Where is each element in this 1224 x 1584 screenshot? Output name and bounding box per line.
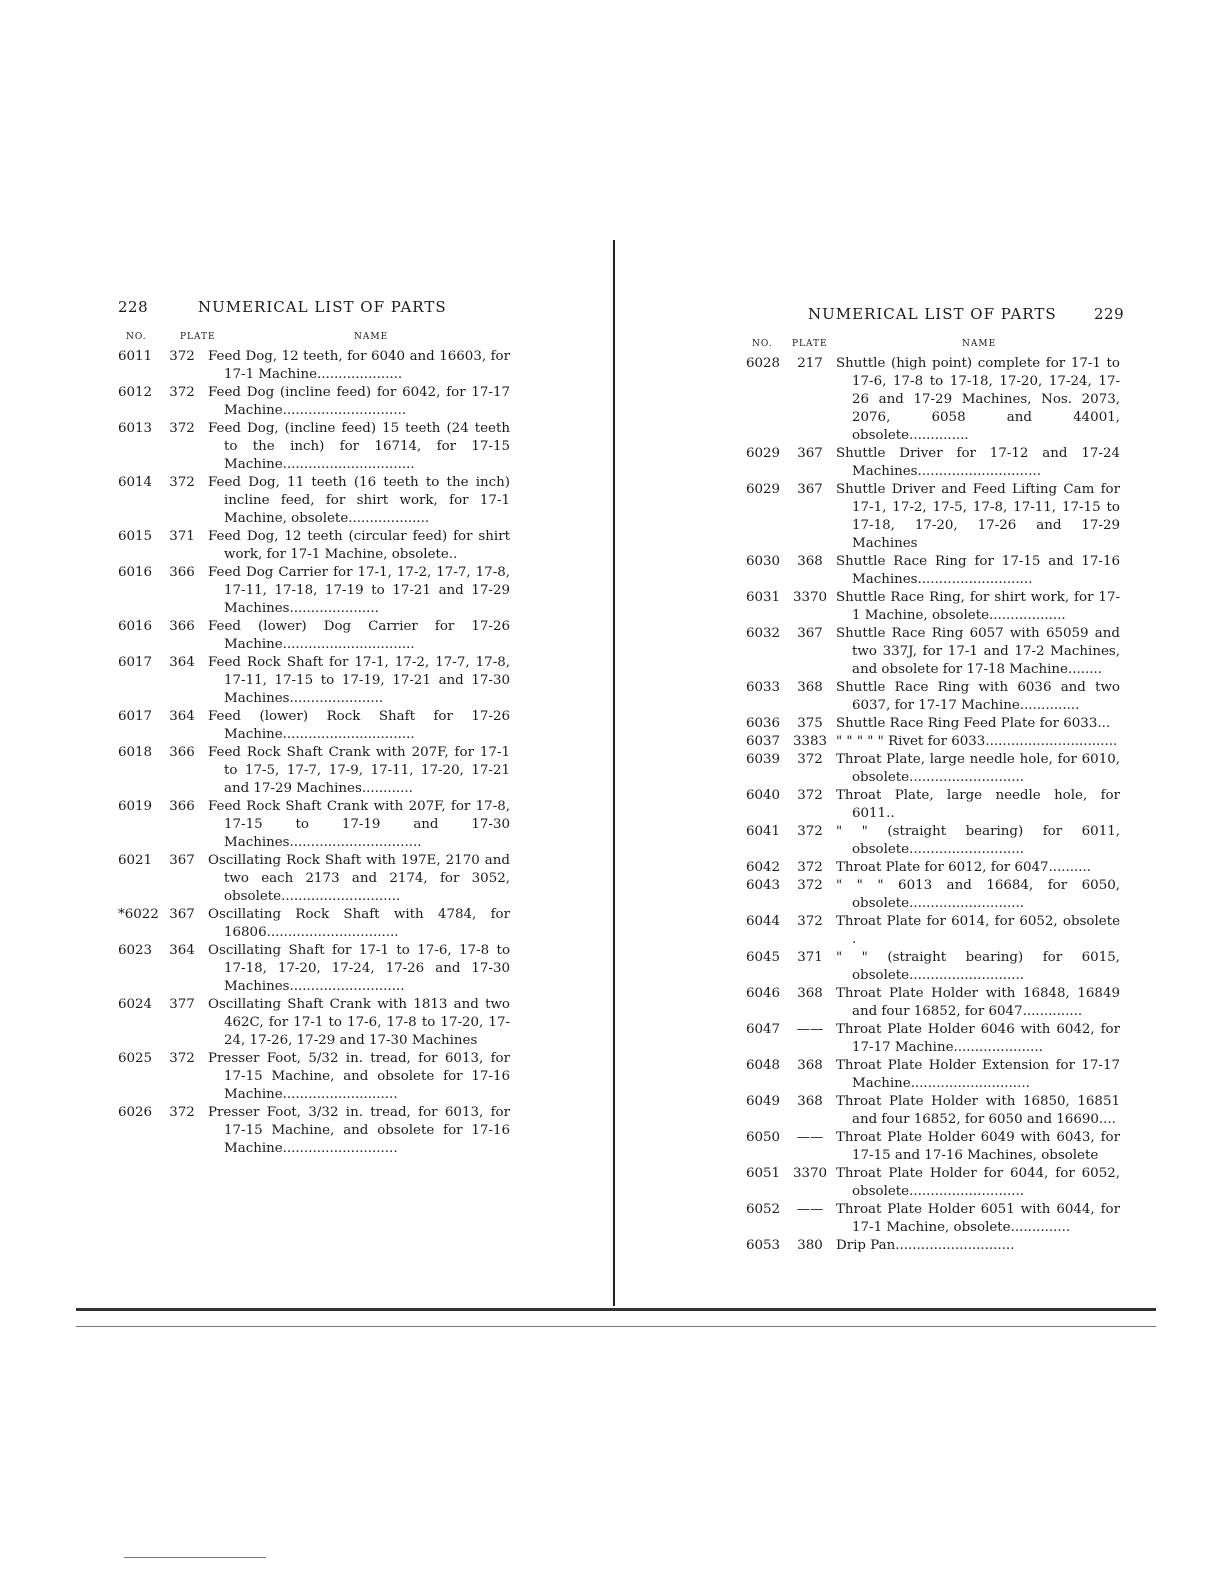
- entry-no: 6037: [746, 734, 781, 749]
- entry-no: 6025: [118, 1051, 153, 1066]
- parts-entry: [118, 942, 510, 996]
- parts-entry: [118, 1104, 510, 1158]
- parts-entry: [118, 474, 510, 528]
- entry-name: Throat Plate Holder 6046 with 6042, for 17-17 Machine.....................: [836, 1022, 1120, 1055]
- page-number: 228: [118, 298, 149, 316]
- entry-name: Throat Plate, large needle hole, for 6011..: [836, 788, 1120, 821]
- parts-entry: [746, 823, 1120, 859]
- column-name: NAME: [354, 332, 389, 342]
- left-page-header: [118, 298, 510, 320]
- entry-plate: 366: [169, 745, 195, 760]
- entry-name: Throat Plate for 6014, for 6052, obsolete .: [836, 914, 1120, 947]
- entry-plate: 368: [797, 554, 823, 569]
- entry-no: 6023: [118, 943, 153, 958]
- column-name: NAME: [962, 339, 997, 349]
- entry-name: Throat Plate Holder with 16848, 16849 and four 16852, for 6047..............: [836, 986, 1120, 1019]
- entry-plate: 3370: [792, 1166, 828, 1181]
- entry-name: " " (straight bearing) for 6011, obsolete...........................: [836, 824, 1120, 857]
- parts-entry: [746, 733, 1120, 751]
- entry-plate: 367: [169, 853, 195, 868]
- entry-no: 6029: [746, 446, 781, 461]
- entry-no: 6016: [118, 619, 153, 634]
- entry-no: *6022: [118, 907, 159, 922]
- entry-no: 6036: [746, 716, 781, 731]
- entry-name: Shuttle Driver and Feed Lifting Cam for 17-1, 17-2, 17-5, 17-8, 17-11, 17-15 to 17-18, 17-20, 17-26 and 17-29 Machines: [836, 482, 1120, 551]
- entry-name: Feed Dog, 12 teeth (circular feed) for shirt work, for 17-1 Machine, obsolete..: [208, 529, 510, 562]
- entry-name: Shuttle Race Ring for 17-15 and 17-16 Machines...........................: [836, 554, 1120, 587]
- entry-name: Feed Dog, 11 teeth (16 teeth to the inch) incline feed, for shirt work, for 17-1 Machine, obsolete...................: [208, 475, 510, 526]
- entry-plate: 217: [797, 356, 823, 371]
- entry-no: 6048: [746, 1058, 781, 1073]
- entry-no: 6016: [118, 565, 153, 580]
- column-plate: PLATE: [180, 332, 216, 342]
- entry-name: Shuttle Race Ring 6057 with 65059 and two 337J, for 17-1 and 17-2 Machines, and obsolete for 17-18 Machine........: [836, 626, 1120, 677]
- entry-name: Feed Dog (incline feed) for 6042, for 17-17 Machine.............................: [208, 385, 510, 418]
- page-title: NUMERICAL LIST OF PARTS: [198, 298, 447, 316]
- entry-name: " " " " " Rivet for 6033...............................: [836, 734, 1118, 749]
- entry-no: 6026: [118, 1105, 153, 1120]
- entry-no: 6051: [746, 1166, 781, 1181]
- entry-name: Throat Plate, large needle hole, for 6010, obsolete...........................: [836, 752, 1120, 785]
- bottom-rule-thin: [76, 1326, 1156, 1327]
- entry-no: 6011: [118, 349, 153, 364]
- entry-plate: 372: [797, 860, 823, 875]
- parts-entry: [746, 1021, 1120, 1057]
- entry-no: 6031: [746, 590, 781, 605]
- entry-plate: 3383: [792, 734, 828, 749]
- entry-no: 6028: [746, 356, 781, 371]
- entry-name: Shuttle (high point) complete for 17-1 to 17-6, 17-8 to 17-18, 17-20, 17-24, 17-26 and 17-29 Machines, Nos. 2073, 2076, 6058 and 44001, obsolete..............: [836, 356, 1120, 443]
- entry-name: Feed Rock Shaft for 17-1, 17-2, 17-7, 17-8, 17-11, 17-15 to 17-19, 17-21 and 17-30 Machines......................: [208, 655, 510, 706]
- parts-entry: [746, 589, 1120, 625]
- entry-no: 6039: [746, 752, 781, 767]
- entry-name: Feed Rock Shaft Crank with 207F, for 17-1 to 17-5, 17-7, 17-9, 17-11, 17-20, 17-21 and 17-29 Machines............: [208, 745, 510, 796]
- parts-entry: [118, 348, 510, 384]
- entry-name: Feed Rock Shaft Crank with 207F, for 17-8, 17-15 to 17-19 and 17-30 Machines...............................: [208, 799, 510, 850]
- parts-entry: [118, 420, 510, 474]
- entry-no: 6044: [746, 914, 781, 929]
- column-headers: [746, 339, 1120, 355]
- entry-plate: 368: [797, 680, 823, 695]
- parts-entry: [118, 744, 510, 798]
- entry-plate: 3370: [792, 590, 828, 605]
- entry-name: Oscillating Rock Shaft with 197E, 2170 and two each 2173 and 2174, for 3052, obsolete............................: [208, 853, 510, 904]
- parts-entry: [746, 1201, 1120, 1237]
- entry-plate: 367: [169, 907, 195, 922]
- entry-name: " " (straight bearing) for 6015, obsolete...........................: [836, 950, 1120, 983]
- entry-no: 6045: [746, 950, 781, 965]
- entry-name: " " " 6013 and 16684, for 6050, obsolete...........................: [836, 878, 1120, 911]
- entry-plate: 366: [169, 799, 195, 814]
- entry-plate: 364: [169, 655, 195, 670]
- entry-name: Shuttle Race Ring Feed Plate for 6033...: [836, 716, 1111, 731]
- entry-name: Shuttle Race Ring with 6036 and two 6037, for 17-17 Machine..............: [836, 680, 1120, 713]
- entry-no: 6041: [746, 824, 781, 839]
- parts-entry: [118, 996, 510, 1050]
- entry-plate: 380: [797, 1238, 823, 1253]
- entry-no: 6013: [118, 421, 153, 436]
- entry-name: Drip Pan............................: [836, 1238, 1015, 1253]
- entry-no: 6043: [746, 878, 781, 893]
- entry-plate: 371: [169, 529, 195, 544]
- entry-name: Throat Plate Holder 6051 with 6044, for 17-1 Machine, obsolete..............: [836, 1202, 1120, 1235]
- entry-name: Shuttle Race Ring, for shirt work, for 17-1 Machine, obsolete..................: [836, 590, 1120, 623]
- entry-name: Presser Foot, 5/32 in. tread, for 6013, for 17-15 Machine, and obsolete for 17-16 Machine...........................: [208, 1051, 510, 1102]
- entry-plate: 377: [169, 997, 195, 1012]
- entry-no: 6032: [746, 626, 781, 641]
- entry-plate: ——: [796, 1022, 824, 1037]
- entry-name: Oscillating Shaft Crank with 1813 and two 462C, for 17-1 to 17-6, 17-8 to 17-20, 17-24, 17-26, 17-29 and 17-30 Machines: [208, 997, 510, 1048]
- parts-entry: [118, 384, 510, 420]
- entry-plate: 372: [797, 914, 823, 929]
- entry-name: Throat Plate Holder Extension for 17-17 Machine............................: [836, 1058, 1120, 1091]
- column-headers: [118, 332, 510, 348]
- entry-name: Feed Dog, (incline feed) 15 teeth (24 teeth to the inch) for 16714, for 17-15 Machine...............................: [208, 421, 510, 472]
- entry-plate: 372: [797, 752, 823, 767]
- parts-entry: [746, 715, 1120, 733]
- entry-plate: 368: [797, 1058, 823, 1073]
- entry-no: 6050: [746, 1130, 781, 1145]
- parts-entry: [746, 1237, 1120, 1255]
- entry-plate: 366: [169, 619, 195, 634]
- entry-name: Oscillating Rock Shaft with 4784, for 16806...............................: [208, 907, 510, 940]
- column-no: NO.: [126, 332, 147, 342]
- parts-entry: [118, 528, 510, 564]
- parts-entry: [746, 1093, 1120, 1129]
- entry-no: 6015: [118, 529, 153, 544]
- entry-no: 6049: [746, 1094, 781, 1109]
- entry-plate: 367: [797, 626, 823, 641]
- parts-entry: [746, 481, 1120, 553]
- entry-name: Feed Dog Carrier for 17-1, 17-2, 17-7, 17-8, 17-11, 17-18, 17-19 to 17-21 and 17-29 Machines.....................: [208, 565, 510, 616]
- parts-entry: [746, 625, 1120, 679]
- entry-no: 6029: [746, 482, 781, 497]
- entry-no: 6014: [118, 475, 153, 490]
- entry-no: 6046: [746, 986, 781, 1001]
- entry-no: 6017: [118, 655, 153, 670]
- entry-name: Feed (lower) Dog Carrier for 17-26 Machine...............................: [208, 619, 510, 652]
- entry-no: 6012: [118, 385, 153, 400]
- parts-entry: [746, 679, 1120, 715]
- parts-entry: [746, 949, 1120, 985]
- entry-name: Throat Plate Holder 6049 with 6043, for 17-15 and 17-16 Machines, obsolete: [836, 1130, 1120, 1163]
- entry-plate: 372: [169, 421, 195, 436]
- entry-plate: 366: [169, 565, 195, 580]
- entry-plate: 371: [797, 950, 823, 965]
- parts-entry: [118, 852, 510, 906]
- column-plate: PLATE: [792, 339, 828, 349]
- entry-plate: 367: [797, 446, 823, 461]
- entry-plate: 375: [797, 716, 823, 731]
- parts-entry: [118, 798, 510, 852]
- page-gutter-line: [613, 240, 615, 1306]
- bottom-rule: [76, 1308, 1156, 1311]
- entry-plate: 364: [169, 943, 195, 958]
- right-page-header: [746, 305, 1125, 327]
- entry-no: 6030: [746, 554, 781, 569]
- entry-name: Oscillating Shaft for 17-1 to 17-6, 17-8 to 17-18, 17-20, 17-24, 17-26 and 17-30 Machines...........................: [208, 943, 510, 994]
- parts-entry: [746, 553, 1120, 589]
- parts-entry: [746, 445, 1120, 481]
- entry-plate: 372: [169, 475, 195, 490]
- entry-plate: 372: [169, 1051, 195, 1066]
- entry-no: 6053: [746, 1238, 781, 1253]
- entry-plate: 367: [797, 482, 823, 497]
- entry-no: 6033: [746, 680, 781, 695]
- parts-entry: [746, 1129, 1120, 1165]
- entry-no: 6042: [746, 860, 781, 875]
- entry-no: 6021: [118, 853, 153, 868]
- entry-name: Throat Plate for 6012, for 6047..........: [836, 860, 1092, 875]
- right-page: [746, 305, 1125, 1255]
- left-page: [118, 298, 510, 1158]
- entry-no: 6052: [746, 1202, 781, 1217]
- entry-no: 6018: [118, 745, 153, 760]
- entry-name: Throat Plate Holder for 6044, for 6052, obsolete...........................: [836, 1166, 1120, 1199]
- entry-no: 6040: [746, 788, 781, 803]
- parts-entry: [118, 1050, 510, 1104]
- entry-name: Presser Foot, 3/32 in. tread, for 6013, for 17-15 Machine, and obsolete for 17-16 Machine...........................: [208, 1105, 510, 1156]
- entry-plate: 368: [797, 986, 823, 1001]
- entry-name: Throat Plate Holder with 16850, 16851 and four 16852, for 6050 and 16690....: [836, 1094, 1120, 1127]
- entry-plate: ——: [796, 1202, 824, 1217]
- entry-name: Feed (lower) Rock Shaft for 17-26 Machine...............................: [208, 709, 510, 742]
- parts-entry: [746, 1165, 1120, 1201]
- parts-entry: [746, 751, 1120, 787]
- entry-plate: 368: [797, 1094, 823, 1109]
- entry-plate: 372: [169, 1105, 195, 1120]
- column-no: NO.: [752, 339, 773, 349]
- entry-name: Shuttle Driver for 17-12 and 17-24 Machines.............................: [836, 446, 1120, 479]
- entry-plate: 364: [169, 709, 195, 724]
- parts-entry: [746, 355, 1120, 445]
- parts-entry: [746, 877, 1120, 913]
- entry-plate: ——: [796, 1130, 824, 1145]
- blue-underline-mark: [124, 1557, 266, 1558]
- entry-no: 6019: [118, 799, 153, 814]
- entry-plate: 372: [797, 824, 823, 839]
- parts-entry: [118, 906, 510, 942]
- parts-list: [118, 348, 510, 1158]
- parts-entry: [746, 985, 1120, 1021]
- parts-entry: [746, 787, 1120, 823]
- entry-no: 6017: [118, 709, 153, 724]
- entry-plate: 372: [169, 349, 195, 364]
- entry-name: Feed Dog, 12 teeth, for 6040 and 16603, for 17-1 Machine....................: [208, 349, 510, 382]
- parts-entry: [746, 913, 1120, 949]
- parts-entry: [746, 1057, 1120, 1093]
- entry-no: 6024: [118, 997, 153, 1012]
- entry-no: 6047: [746, 1022, 781, 1037]
- parts-list: [746, 355, 1120, 1255]
- parts-entry: [118, 618, 510, 654]
- parts-entry: [118, 654, 510, 708]
- entry-plate: 372: [797, 878, 823, 893]
- page-title: NUMERICAL LIST OF PARTS: [808, 305, 1057, 323]
- parts-entry: [746, 859, 1120, 877]
- entry-plate: 372: [797, 788, 823, 803]
- entry-plate: 372: [169, 385, 195, 400]
- parts-entry: [118, 564, 510, 618]
- parts-entry: [118, 708, 510, 744]
- page-number: 229: [1094, 305, 1125, 323]
